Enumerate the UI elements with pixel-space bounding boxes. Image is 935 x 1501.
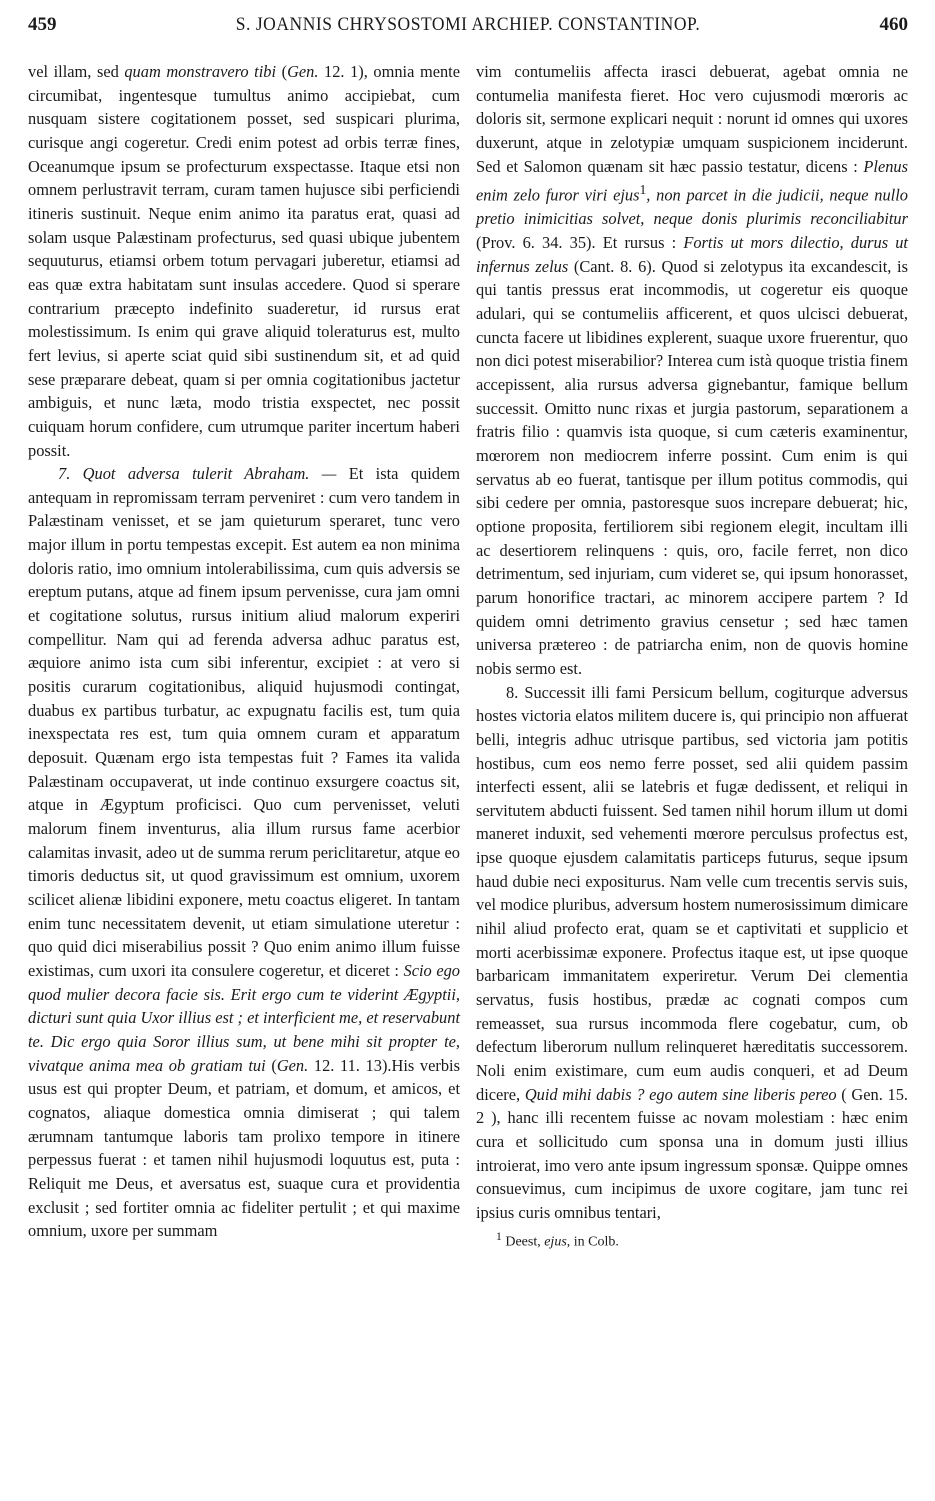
left-column bbox=[28, 60, 460, 1243]
paragraph-right-1: vim contumeliis affecta irasci debuerat, agebat omnia ne contumelia manifesta fieret. Hoc vero cujusmodi mœroris ac doloris sit, sermone explicari nequit : norunt id omnes qui uxores duxerunt, atque in zelotypiæ umquam suspicionem inciderunt. Sed et Salomon quænam sit hæc passio testatur, dicens : Plenus enim zelo furor viri ejus$^1$, non parcet in die judicii, neque nullo pretio inimicitias solvet, neque donis plurimis reconciliabitur (Prov. 6. 34. 35). Et rursus : Fortis ut mors dilectio, durus ut infernus zelus (Cant. 8. 6). Quod si zelotypus ita excandescit, is qui tantis pressus erat incommodis, ut cogeretur eis quoque adulari, qui se contumeliis afficerent, et quos ulcisci debuerat, cuncta facere ut libidines explerent, suaque uxore fruerentur, quo non dici potest miserabilior? Interea cum istà quoque tristia finem accepissent, alia rursus adversa gignebantur, famique bellum successit. Omitto nunc rixas et jurgia pastorum, separationem a fratris filio : quamvis ista quoque, si cum cæteris examinentur, mœrorem non mediocrem inferre possint. Cum enim is qui servatus ab eo fuerat, tantisque per illum potitus commodis, qui sibi cedere per omnia, pastoresque suos increpare debuerat; hic, optione proposita, fertiliorem sibi regionem elegit, incultam illi ac desertiorem relinquens : quis, oro, facile ferret, non dico detrimentum, sed injuriam, cum videret se, qui ipsum honorasset, parum honorifice tractari, ac minorem accipere partem ? Id quidem omni detrimento gravius censetur ; sed hæc tamen universa prætereo : de patriarcha enim, non de quovis homine nobis sermo est. bbox=[476, 62, 908, 678]
paragraph-right-2: 8. Successit illi fami Persicum bellum, cogiturque adversus hostes victoria elatos militem ducere is, qui principio non affuerat belli, integris adhuc utrisque partibus, sed victoria jam potitis hostibus, cum eos nemo ferre posset, sed alii quidem passim interfecti essent, alii se latebris et fugæ dedissent, et reliqui in servitutem abducti fuissent. Sed tamen nihil horum illum ut domi maneret induxit, sed vehementi mœrore perculsus profectus est, ipse quoque ejusdem calamitatis particeps futurus, seque ipsum haud dubie neci expositurus. Nam velle cum trecentis servis suis, vel modice pluribus, adversum hostem numerosissimum dimicare nihil aliud profecto erat, quam se et captivitati et supplicio et morti acerbissimæ exponere. Profectus itaque est, ut ipse quoque barbaricam immanitatem experiretur. Verum Dei clementia servatus, fusis hostibus, prædæ ac cognati compos cum remeasset, sua rursus incommoda flere cogebatur, cum, ob defectum liberorum nullum relinqueret hæreditatis successorem. Noli enim existimare, cum eum audis conqueri, et ad Deum dicere, Quid mihi dabis ? ego autem sine liberis pereo ( Gen. 15. 2 ), hanc illi recentem fuisse ac novam molestiam : hæc enim cura et sollicitudo cum sponsa una in domum justi illius introierat, imo vero ante ipsum ingressum sponsæ. Quippe omnes consuevimus, cum incipimus de uxore cogitare, jam tunc rei ipsius curis omnibus tentari, bbox=[476, 682, 908, 1222]
right-column bbox=[476, 60, 908, 1252]
running-title: S. JOANNIS CHRYSOSTOMI ARCHIEP. CONSTANTINOP. bbox=[235, 14, 701, 35]
page-number-right: 460 bbox=[879, 14, 908, 35]
footnote-ref: 1 bbox=[639, 182, 647, 198]
page-number-left: 459 bbox=[28, 14, 57, 35]
paragraph-left-1: vel illam, sed quam monstravero tibi (Gen. 12. 1), omnia mente circumibat, ingentesque tumultus animo accipiebat, cum nusquam sistere cogitationem posset, sed suspicari plurima, curisque angi cogeretur. Credi enim potest ad orbis terræ fines, Oceanumque ipsum se profecturum exspectasse. Itaque etsi non omnem perlustravit terram, curam tamen hujusce sibi perficiendi itineris sustinuit. Neque enim animo ita paratus erat, quasi ad solam usque Palæstinam profecturus, sed quasi ubique jubentem sequuturus, etiamsi orbem totum pervagari juberetur, etiamsi ad eas quæ extra habitatam sunt insulas accedere. Quod si sperare contrarium præcepto indefinito suaderetur, id rursus erat molestissimum. Is enim qui grave aliquid toleraturus est, multo fert levius, si aperte sciat quid sibi sustinendum sit, et ad quid sese præparare debeat, quam si per omnia cogitationibus jactetur ambiguis, et nunc læta, modo tristia exspectet, nec possit cuiquam horum confidere, cum utrumque pariter incertum haberi possit. bbox=[28, 62, 460, 460]
scripture-quote: Scio ego quod mulier decora facie sis. Erit ergo cum te viderint Ægyptii, dicturi sunt quia Uxor illius est ; et interficient me, et reservabunt te. Dic ergo quia Soror illius sum, ut bene mihi sit propter te, vivatque anima mea ob gratiam tui bbox=[28, 960, 460, 1075]
footnote: $^1$ Deest, ejus, in Colb. bbox=[496, 1229, 619, 1250]
paragraph-left-2: 7. Quot adversa tulerit Abraham. — Et ista quidem antequam in repromissam terram perveniret : cum vero tandem in Palæstinam venisset, et se jam quieturum speraret, tunc vero major illum in portu tempestas excepit. Est autem ea non minima doloris ratio, imo omnium intolerabilissima, cum quis adversis se ereptum putans, atque ad finem ipsum pervenisse, cura jam omni et cogitatione solutus, rursus initium aliud malorum experiri compellitur. Nam qui ad ferenda adversa adhuc paratus est, æquiore animo ista cum sibi inferentur, excipiet : at vero si positis curarum cogitationibus, aliquid hujusmodi contingat, duabus ex partibus turbatur, ac expugnatu facilis est, tum quia inexspectata res est, tum quia omnem curam et apparatum deposuit. Quænam ergo ista tempestas fuit ? Fames ita valida Palæstinam occupaverat, ut inde continuo exsurgere coactus sit, atque in Ægyptum proficisci. Quo cum pervenisset, veluti malorum finem inventurus, alia illum rursus fame acerbior calamitas invasit, adeo ut de summa rerum periclitaretur, atque eo timoris deductus sit, ut quod gravissimum est omnium, uxorem scilicet alienæ libidini exponere, metu coactus eligeret. In tantam enim tunc necessitatem devenit, ut etiam simulatione uteretur : quo quid dici miserabilius possit ? Quo enim animo illum fuisse existimas, cum uxori ita consulere cogeretur, et diceret : Scio ego quod mulier decora facie sis. Erit ergo cum te viderint Ægyptii, dicturi sunt quia Uxor illius est ; et interficient me, et reservabunt te. Dic ergo quia Soror illius sum, ut bene mihi sit propter te, vivatque anima mea ob gratiam tui (Gen. 12. 11. 13).His verbis usus est qui propter Deum, et patriam, et domum, et amicos, et cognatos, aliaque domestica omnia dimiserat ; qui talem ærumnam tantumque laboris tam prolixo tempore in itinere perpessus fuerat : et tamen nihil hujusmodi loquutus est, puta : Reliquit me Deus, et aversatus est, suaque cura et providentia exclusit ; sed fortiter omnia ac fideliter pertulit ; et qui maxime omnium, uxore per summam bbox=[28, 464, 460, 1241]
page-header bbox=[28, 8, 908, 42]
section-heading-7: 7. Quot adversa tulerit Abraham. — bbox=[58, 464, 337, 484]
